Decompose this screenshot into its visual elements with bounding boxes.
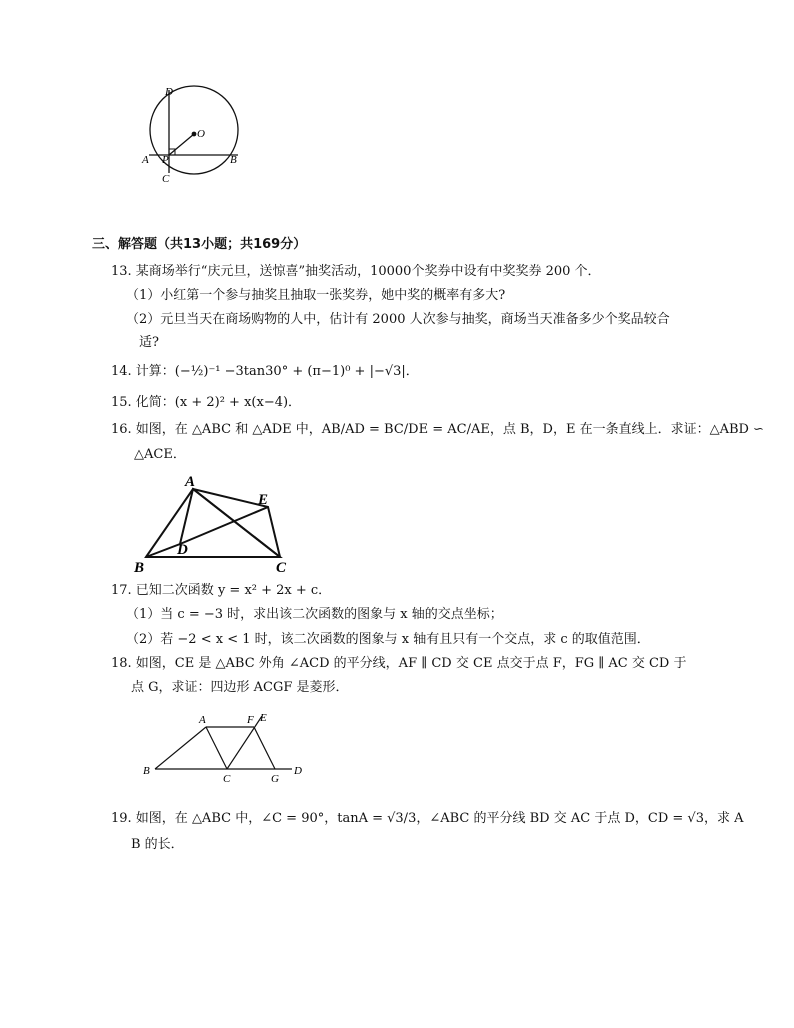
label-D: D <box>294 765 302 777</box>
label-G: G <box>271 773 279 785</box>
label-O: O <box>197 128 205 140</box>
label-E: E <box>258 492 269 508</box>
label-C: C <box>223 773 231 785</box>
q17-part2: （2）若 −2 < x < 1 时，该二次函数的图象与 x 轴有且只有一个交点，求 c 的取值范围． <box>126 632 650 647</box>
q18-line1: 18. 如图，CE 是 △ABC 外角 ∠ACD 的平分线，AF ∥ CD 交 CE 点交于点 F，FG ∥ AC 交 CD 于 <box>111 656 687 671</box>
label-C: C <box>276 560 287 576</box>
label-E: E <box>260 712 267 724</box>
circle-figure <box>138 84 258 184</box>
label-B: B <box>134 560 145 576</box>
q16-line2: △ACE． <box>134 447 186 462</box>
q19-line2: B 的长． <box>131 837 184 852</box>
q18-line2: 点 G，求证：四边形 ACGF 是菱形． <box>131 680 349 695</box>
q14: 14. 计算：(−½)⁻¹ −3tan30° + (π−1)⁰ + |−√3|． <box>111 364 419 379</box>
q17-stem: 17. 已知二次函数 y = x² + 2x + c． <box>111 583 332 598</box>
q15: 15. 化简：(x + 2)² + x(x−4)． <box>111 395 302 410</box>
label-A: A <box>199 714 206 726</box>
rhombus-figure <box>140 710 308 786</box>
label-P: P <box>162 154 169 166</box>
label-A: A <box>185 474 196 490</box>
label-B: B <box>230 154 237 166</box>
q13-stem: 13. 某商场举行“庆元旦，送惊喜”抽奖活动，10000个奖券中设有中奖奖券 200 个． <box>111 264 601 279</box>
q17-part1: （1）当 c = −3 时，求出该二次函数的图象与 x 轴的交点坐标； <box>126 607 503 622</box>
q16-line1: 16. 如图，在 △ABC 和 △ADE 中，AB/AD = BC/DE = AC/AE，点 B，D，E 在一条直线上．求证：△ABD ∽ <box>111 422 764 437</box>
label-F: F <box>247 714 254 726</box>
label-C: C <box>162 173 170 184</box>
q13-part1: （1）小红第一个参与抽奖且抽取一张奖券，她中奖的概率有多大? <box>126 288 506 303</box>
q13-part2: （2）元旦当天在商场购物的人中，估计有 2000 人次参与抽奖，商场当天准备多少个奖品较合 <box>126 312 670 327</box>
triangles-figure <box>128 470 298 576</box>
label-B: B <box>143 765 150 777</box>
label-D: D <box>165 86 173 98</box>
section-title: 三、解答题（共13小题；共169分） <box>92 237 307 252</box>
label-A: A <box>142 154 149 166</box>
label-D: D <box>177 542 188 558</box>
q19-line1: 19. 如图，在 △ABC 中，∠C = 90°，tanA = √3/3，∠ABC 的平分线 BD 交 AC 于点 D，CD = √3，求 A <box>111 811 744 826</box>
q13-part2-cont: 适? <box>139 335 159 350</box>
